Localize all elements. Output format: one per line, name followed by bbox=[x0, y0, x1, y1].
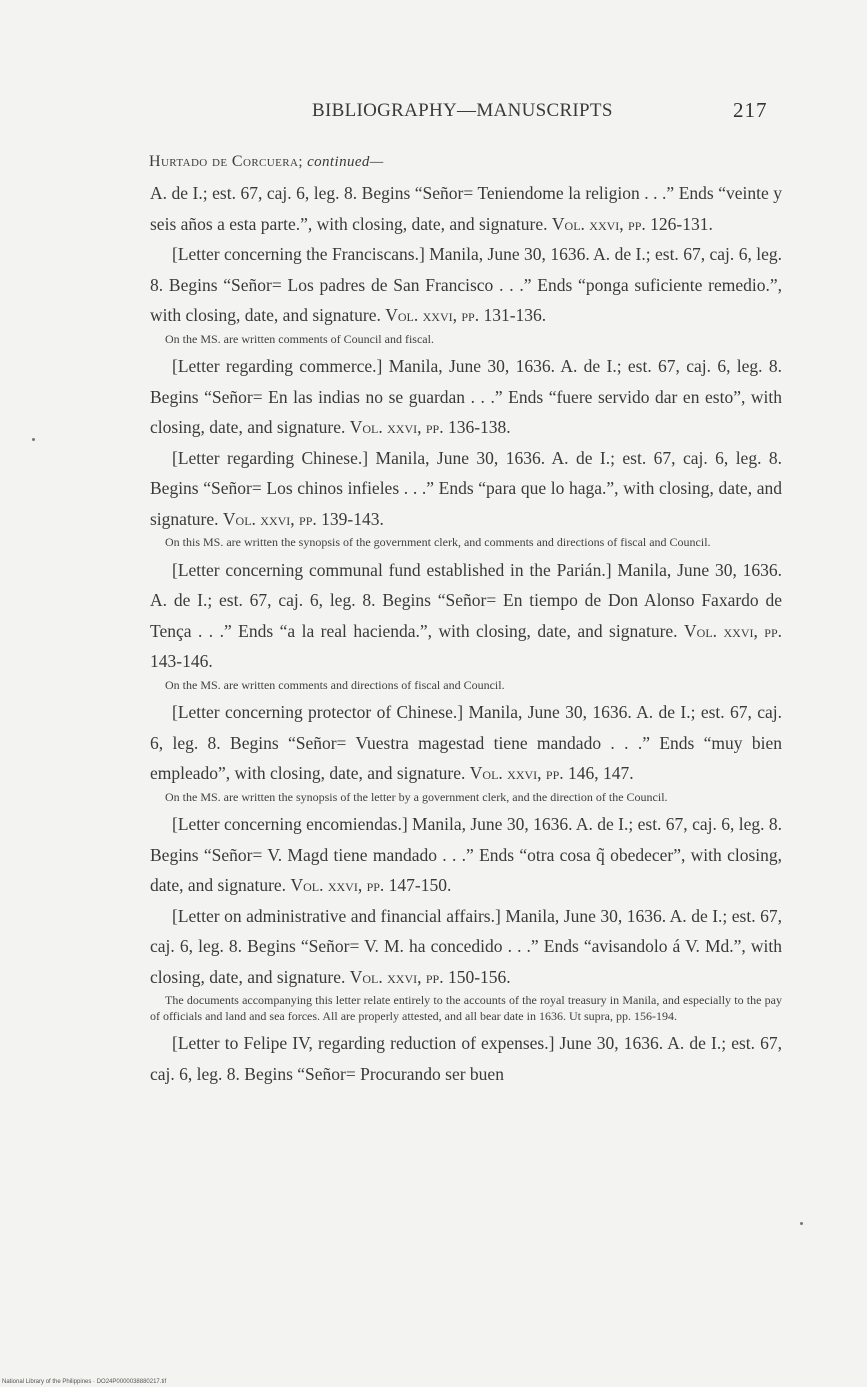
bibliography-entry bbox=[150, 239, 782, 331]
bibliography-entry bbox=[150, 1028, 782, 1089]
entry-text: A. de I.; est. 67, caj. 6, leg. 8. Begins “Señor= Teniendome la religion . . .” Ends “veinte y seis años a esta parte.”, with closing, date, and signature. bbox=[150, 183, 782, 234]
volume-label: Vol. bbox=[222, 508, 256, 529]
entry-text: [Letter regarding Chinese.] Manila, June 30, 1636. A. de I.; est. 67, caj. 6, leg. 8. Begins “Señor= Los chinos infieles . . .” Ends “para que lo haga.”, with closing, date, and signature. bbox=[150, 447, 782, 529]
volume-reference: xxvi, pp. 126-131. bbox=[589, 213, 713, 234]
entry-text: [Letter concerning the Franciscans.] Manila, June 30, 1636. A. de I.; est. 67, caj. 6, leg. 8. Begins “Señor= Los padres de San Francisco . . .” Ends “ponga suficiente remedio.”, with closing, date, and signature. bbox=[150, 244, 782, 325]
entry-text: [Letter regarding commerce.] Manila, June 30, 1636. A. de I.; est. 67, caj. 6, leg. 8. Begins “Señor= En las indias no se guardan . . .” Ends “fuere servido dar en esto”, with closing, date, and signature. bbox=[150, 356, 782, 437]
bibliography-entry bbox=[150, 809, 782, 901]
volume-label: Vol. bbox=[349, 417, 383, 437]
section-continued: continued— bbox=[307, 154, 384, 170]
volume-reference: xxvi, pp. 143-146. bbox=[150, 620, 783, 671]
bibliography-entry bbox=[150, 178, 782, 239]
volume-label: Vol. bbox=[684, 620, 718, 641]
bibliography-entry bbox=[150, 697, 782, 789]
scan-stamp: National Library of the Philippines · DO24P0000038880217.tif bbox=[2, 1379, 167, 1385]
scan-speck bbox=[32, 438, 35, 441]
entry-text: [Letter on administrative and financial affairs.] Manila, June 30, 1636. A. de I.; est. 67, caj. 6, leg. 8. Begins “Señor= V. M. ha concedido . . .” Ends “avisandolo á V. Md.”, with closing, date, and signature. bbox=[150, 905, 782, 987]
volume-label: Vol. bbox=[469, 763, 503, 783]
volume-reference: xxvi, pp. 147-150. bbox=[327, 875, 452, 895]
bibliography-entry bbox=[150, 901, 782, 993]
volume-reference: xxvi, pp. 131-136. bbox=[422, 305, 547, 325]
volume-reference: xxvi, pp. 139-143. bbox=[260, 508, 384, 529]
section-name: Hurtado de Corcuera bbox=[149, 153, 299, 170]
scan-speck bbox=[800, 1222, 803, 1225]
bibliography-entry bbox=[150, 351, 782, 443]
section-heading bbox=[149, 153, 384, 171]
running-title: BIBLIOGRAPHY—MANUSCRIPTS bbox=[312, 100, 613, 121]
entry-note: On the MS. are written comments and directions of fiscal and Council. bbox=[165, 677, 505, 692]
entry-text: [Letter to Felipe IV, regarding reduction of expenses.] June 30, 1636. A. de I.; est. 67, caj. 6, leg. 8. Begins “Señor= Procurando ser buen bbox=[150, 1033, 782, 1084]
bibliography-entry bbox=[150, 443, 782, 535]
bibliography-entry bbox=[150, 555, 782, 677]
volume-label: Vol. bbox=[349, 966, 383, 987]
entry-note: On this MS. are written the synopsis of the government clerk, and comments and directions of fiscal and Council. bbox=[165, 535, 711, 549]
section-separator: ; bbox=[298, 154, 303, 170]
volume-label: Vol. bbox=[290, 875, 324, 895]
entry-text: [Letter concerning encomiendas.] Manila, June 30, 1636. A. de I.; est. 67, caj. 6, leg. 8. Begins “Señor= V. Magd tiene mandado . . .” Ends “otra cosa q̃ obedecer”, with closing, date, and signature. bbox=[150, 814, 782, 895]
entry-text: [Letter concerning protector of Chinese.] Manila, June 30, 1636. A. de I.; est. 67, caj. 6, leg. 8. Begins “Señor= Vuestra magestad tiene mandado . . .” Ends “muy bien empleado”, with closing, date, and signature. bbox=[150, 702, 782, 783]
volume-label: Vol. bbox=[385, 305, 419, 325]
volume-reference: xxvi, pp. 146, 147. bbox=[507, 763, 634, 783]
volume-reference: xxvi, pp. 136-138. bbox=[387, 417, 511, 437]
page-number: 217 bbox=[733, 98, 768, 122]
entry-note: On the MS. are written comments of Council and fiscal. bbox=[165, 331, 434, 346]
volume-reference: xxvi, pp. 150-156. bbox=[387, 966, 511, 987]
bibliography-body bbox=[150, 178, 782, 1089]
entry-text: [Letter concerning communal fund established in the Parián.] Manila, June 30, 1636. A. de I.; est. 67, caj. 6, leg. 8. Begins “Señor= En tiempo de Don Alonso Faxardo de Tença . . .” Ends “a la real hacienda.”, with closing, date, and signature. bbox=[150, 559, 782, 641]
entry-note: On the MS. are written the synopsis of the letter by a government clerk, and the direction of the Council. bbox=[165, 789, 668, 804]
volume-label: Vol. bbox=[551, 213, 585, 234]
entry-note: The documents accompanying this letter relate entirely to the accounts of the royal treasury in Manila, and especially to the pay of officials and land and sea forces. All are properly attested, and all bear date in 1636. Ut supra, pp. 156-194. bbox=[150, 993, 782, 1023]
